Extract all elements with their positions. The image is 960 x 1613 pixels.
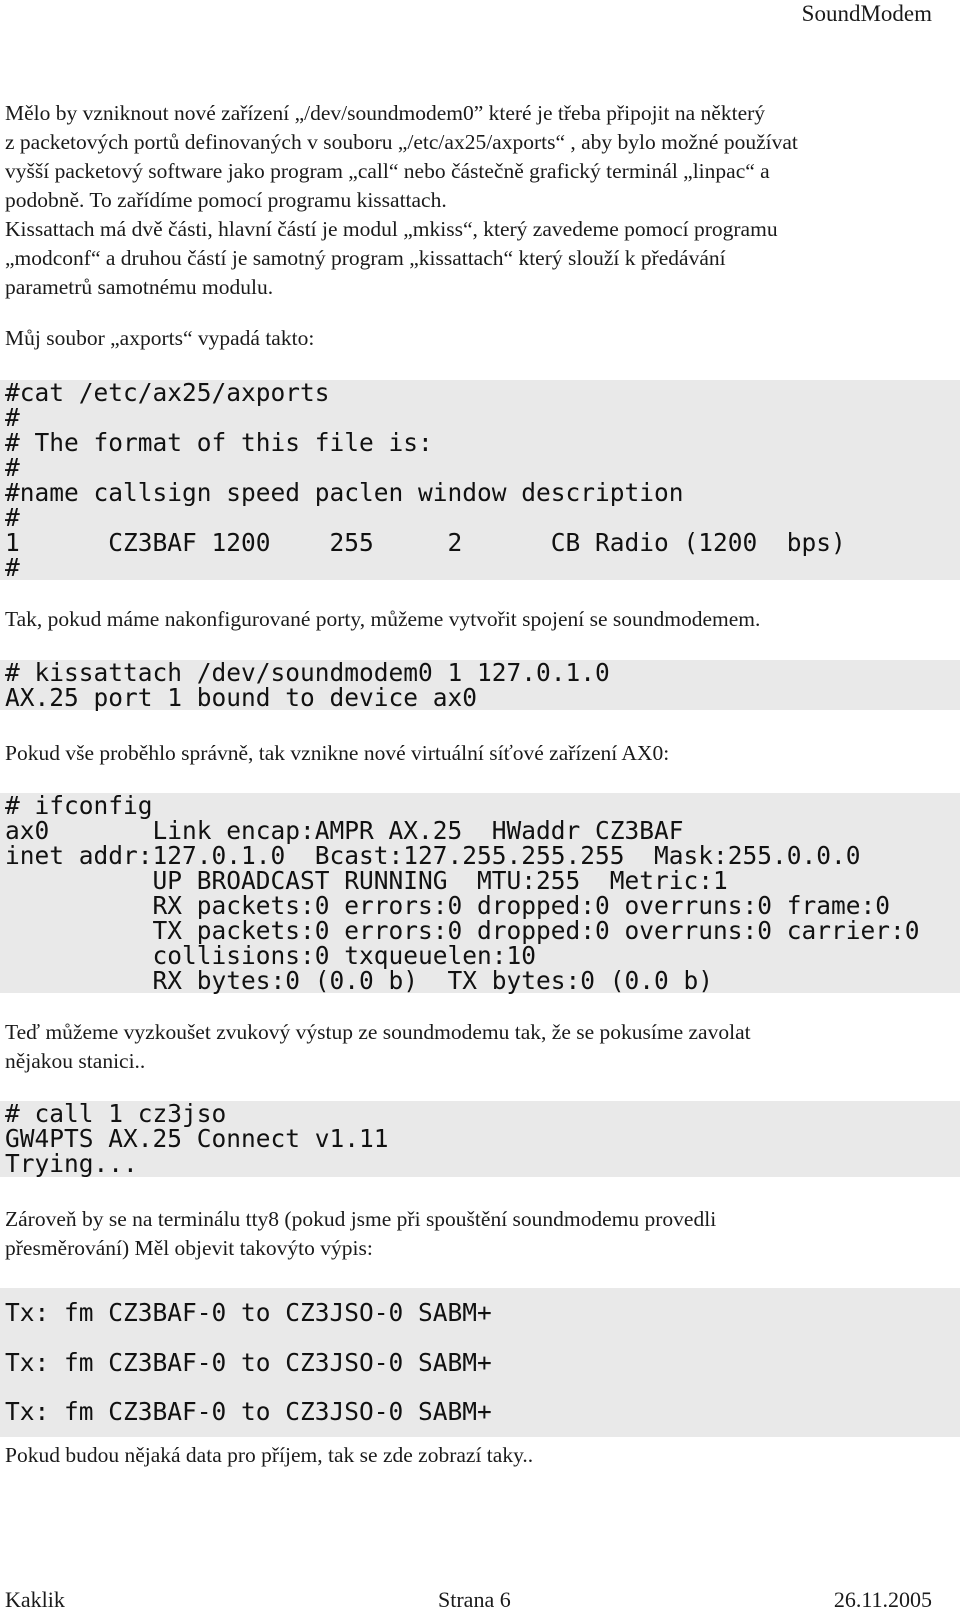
closing-paragraph <box>5 1441 940 1470</box>
code-line: UP BROADCAST RUNNING MTU:255 Metric:1 <box>5 866 728 895</box>
code-line: # <box>5 403 20 432</box>
axports-code-block <box>0 380 960 580</box>
text-line: Mělo by vzniknout nové zařízení „/dev/soundmodem0” které je třeba připojit na některý <box>5 101 766 125</box>
code-line: # <box>5 553 20 582</box>
footer-author: Kaklik <box>5 1587 65 1612</box>
text-line: Můj soubor „axports“ vypadá takto: <box>5 326 315 350</box>
code-line: # <box>5 453 20 482</box>
text-line: Tak, pokud máme nakonfigurované porty, můžeme vytvořit spojení se soundmodemem. <box>5 607 761 631</box>
text-line: nějakou stanici.. <box>5 1049 146 1073</box>
call-paragraph <box>5 1018 940 1076</box>
code-line: # call 1 cz3jso <box>5 1099 227 1128</box>
code-line: # <box>5 503 20 532</box>
text-line: z packetových portů definovaných v souboru „/etc/ax25/axports“ , aby bylo možné používat <box>5 130 798 154</box>
code-line: collisions:0 txqueuelen:10 <box>5 941 537 970</box>
code-line: Tx: fm CZ3BAF-0 to CZ3JSO-0 SABM+ <box>5 1397 492 1426</box>
footer-page-number: Strana 6 <box>438 1587 511 1612</box>
ifconfig-code-block <box>0 793 960 993</box>
code-line: TX packets:0 errors:0 dropped:0 overruns:0 carrier:0 <box>5 916 920 945</box>
tx-output-code-block <box>0 1288 960 1437</box>
code-line: # The format of this file is: <box>5 428 433 457</box>
text-line: Kissattach má dvě části, hlavní částí je modul „mkiss“, který zavedeme pomocí programu <box>5 217 778 241</box>
document-header-title: SoundModem <box>801 1 932 26</box>
text-line: Pokud budou nějaká data pro příjem, tak se zde zobrazí taky.. <box>5 1443 534 1467</box>
axports-intro <box>5 324 940 353</box>
code-line: RX bytes:0 (0.0 b) TX bytes:0 (0.0 b) <box>5 966 714 995</box>
code-line: # ifconfig <box>5 791 153 820</box>
code-line: inet addr:127.0.1.0 Bcast:127.255.255.255 Mask:255.0.0.0 <box>5 841 861 870</box>
code-line: Trying... <box>5 1149 138 1179</box>
code-line: RX packets:0 errors:0 dropped:0 overruns:0 frame:0 <box>5 891 891 920</box>
device-paragraph <box>5 739 940 768</box>
text-line: „modconf“ a druhou částí je samotný program „kissattach“ který slouží k předávání <box>5 246 726 270</box>
code-line: # kissattach /dev/soundmodem0 1 127.0.1.0 <box>5 658 610 687</box>
code-line: 1 CZ3BAF 1200 255 2 CB Radio (1200 bps) <box>5 528 846 557</box>
text-line: podobně. To zařídíme pomocí programu kissattach. <box>5 188 447 212</box>
code-line: GW4PTS AX.25 Connect v1.11 <box>5 1124 389 1154</box>
text-line: parametrů samotnému modulu. <box>5 275 274 299</box>
text-line: Pokud vše proběhlo správně, tak vznikne nové virtuální síťové zařízení AX0: <box>5 741 670 765</box>
text-line: vyšší packetový software jako program „call“ nebo částečně grafický terminál „linpac“ a <box>5 159 770 183</box>
code-line: #cat /etc/ax25/axports <box>5 378 330 407</box>
code-line: Tx: fm CZ3BAF-0 to CZ3JSO-0 SABM+ <box>5 1347 492 1377</box>
intro-paragraph <box>5 99 940 302</box>
text-line: přesměrování) Měl objevit takovýto výpis: <box>5 1236 373 1260</box>
code-line: #name callsign speed paclen window description <box>5 478 684 507</box>
text-line: Zároveň by se na terminálu tty8 (pokud jsme při spouštění soundmodemu provedli <box>5 1207 717 1231</box>
text-line: Teď můžeme vyzkoušet zvukový výstup ze soundmodemu tak, že se pokusíme zavolat <box>5 1020 751 1044</box>
call-code-block <box>0 1101 960 1177</box>
code-line: Tx: fm CZ3BAF-0 to CZ3JSO-0 SABM+ <box>5 1298 492 1327</box>
ports-paragraph <box>5 605 940 634</box>
code-line: ax0 Link encap:AMPR AX.25 HWaddr CZ3BAF <box>5 816 684 845</box>
terminal-paragraph <box>5 1205 940 1263</box>
footer-date: 26.11.2005 <box>833 1587 932 1612</box>
kissattach-code-block <box>0 660 960 710</box>
code-line: AX.25 port 1 bound to device ax0 <box>5 683 478 712</box>
